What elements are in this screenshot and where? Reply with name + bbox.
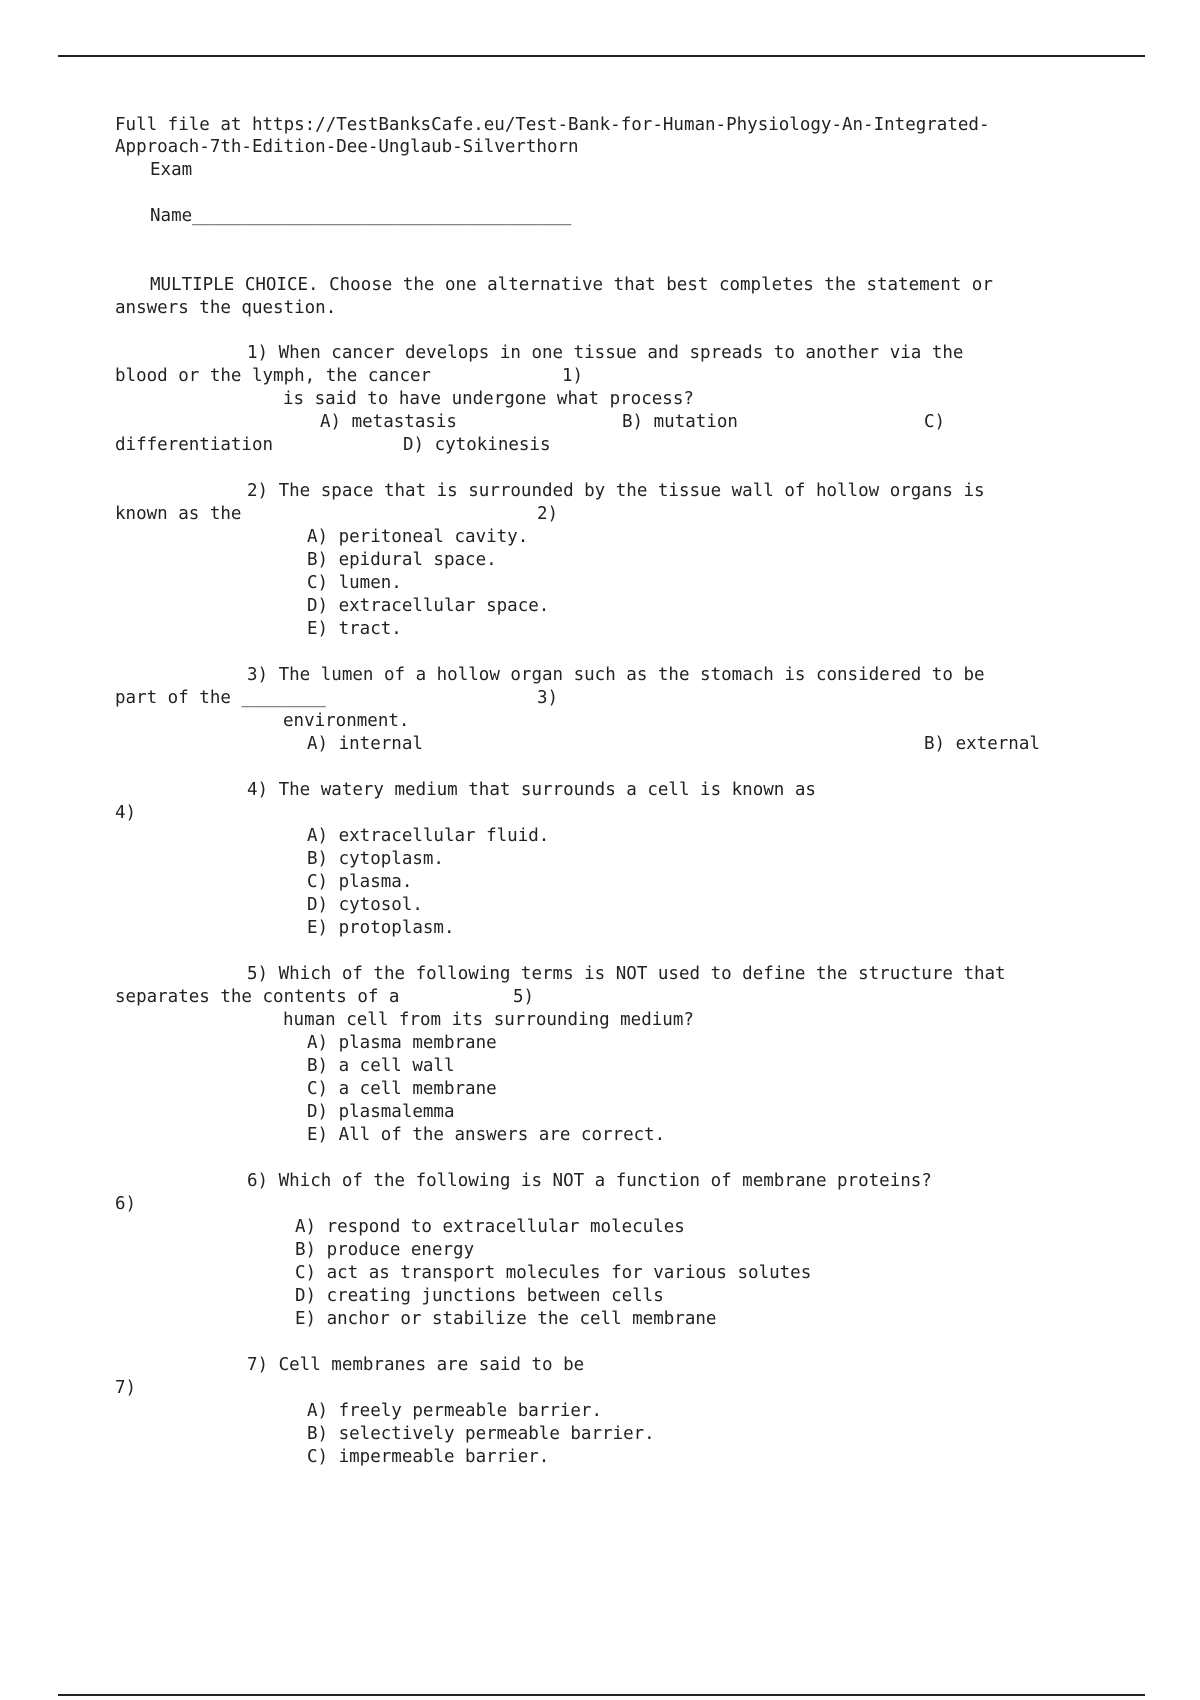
top-rule <box>58 55 1145 57</box>
question-7-number-marker: 7) <box>115 1378 137 1398</box>
exam-label: Exam <box>150 160 193 180</box>
question-4-choice-a: A) extracellular fluid. <box>307 826 550 846</box>
question-6-choice-e: E) anchor or stabilize the cell membrane <box>295 1309 717 1329</box>
question-5-stem-line-2: separates the contents of a <box>115 987 400 1007</box>
question-5-number-marker: 5) <box>513 987 535 1007</box>
name-field: Name____________________________________ <box>150 206 572 226</box>
question-6-choice-b: B) produce energy <box>295 1240 475 1260</box>
question-2-choice-b: B) epidural space. <box>307 550 497 570</box>
question-4-stem-line-1: 4) The watery medium that surrounds a cell is known as <box>247 780 816 800</box>
question-2-number-marker: 2) <box>537 504 559 524</box>
question-2-choice-e: E) tract. <box>307 619 402 639</box>
question-1-choice-a: A) metastasis <box>320 412 457 432</box>
question-5-stem-line-3: human cell from its surrounding medium? <box>283 1010 694 1030</box>
instructions-line-1: MULTIPLE CHOICE. Choose the one alternative that best completes the statement or <box>150 275 993 295</box>
question-1-stem-line-3: is said to have undergone what process? <box>283 389 694 409</box>
question-3-choice-b: B) external <box>924 734 1040 754</box>
question-2-choice-d: D) extracellular space. <box>307 596 550 616</box>
question-5-choice-b: B) a cell wall <box>307 1056 455 1076</box>
question-2-choice-c: C) lumen. <box>307 573 402 593</box>
bottom-rule <box>58 1694 1145 1696</box>
question-1-stem-line-1: 1) When cancer develops in one tissue and spreads to another via the <box>247 343 964 363</box>
question-1-choice-d: D) cytokinesis <box>403 435 551 455</box>
file-url-line-1: Full file at https://TestBanksCafe.eu/Test-Bank-for-Human-Physiology-An-Integrated- <box>115 115 990 135</box>
question-4-number-marker: 4) <box>115 803 137 823</box>
question-3-number-marker: 3) <box>537 688 559 708</box>
question-3-stem-line-2: part of the ________ <box>115 688 326 708</box>
question-2-stem-line-2: known as the <box>115 504 242 524</box>
question-2-choice-a: A) peritoneal cavity. <box>307 527 529 547</box>
question-1-stem-line-2: blood or the lymph, the cancer <box>115 366 432 386</box>
question-3-stem-line-3: environment. <box>283 711 410 731</box>
question-1-choice-b: B) mutation <box>622 412 738 432</box>
question-6-choice-c: C) act as transport molecules for various solutes <box>295 1263 812 1283</box>
question-6-stem-line-1: 6) Which of the following is NOT a function of membrane proteins? <box>247 1171 932 1191</box>
instructions-line-2: answers the question. <box>115 298 337 318</box>
question-4-choice-d: D) cytosol. <box>307 895 423 915</box>
question-6-choice-d: D) creating junctions between cells <box>295 1286 664 1306</box>
question-7-choice-b: B) selectively permeable barrier. <box>307 1424 655 1444</box>
question-4-choice-e: E) protoplasm. <box>307 918 455 938</box>
file-url-line-2: Approach-7th-Edition-Dee-Unglaub-Silverthorn <box>115 137 579 157</box>
question-6-choice-a: A) respond to extracellular molecules <box>295 1217 685 1237</box>
question-1-choice-c-label: C) <box>924 412 946 432</box>
question-4-choice-b: B) cytoplasm. <box>307 849 444 869</box>
question-5-stem-line-1: 5) Which of the following terms is NOT used to define the structure that <box>247 964 1006 984</box>
question-7-choice-c: C) impermeable barrier. <box>307 1447 550 1467</box>
question-5-choice-e: E) All of the answers are correct. <box>307 1125 666 1145</box>
question-7-stem-line-1: 7) Cell membranes are said to be <box>247 1355 585 1375</box>
question-2-stem-line-1: 2) The space that is surrounded by the tissue wall of hollow organs is <box>247 481 985 501</box>
question-7-choice-a: A) freely permeable barrier. <box>307 1401 603 1421</box>
question-4-choice-c: C) plasma. <box>307 872 413 892</box>
question-3-stem-line-1: 3) The lumen of a hollow organ such as the stomach is considered to be <box>247 665 985 685</box>
question-5-choice-c: C) a cell membrane <box>307 1079 497 1099</box>
question-1-number-marker: 1) <box>562 366 584 386</box>
question-6-number-marker: 6) <box>115 1194 137 1214</box>
question-5-choice-a: A) plasma membrane <box>307 1033 497 1053</box>
question-5-choice-d: D) plasmalemma <box>307 1102 455 1122</box>
question-3-choice-a: A) internal <box>307 734 423 754</box>
question-1-choice-c-text: differentiation <box>115 435 274 455</box>
